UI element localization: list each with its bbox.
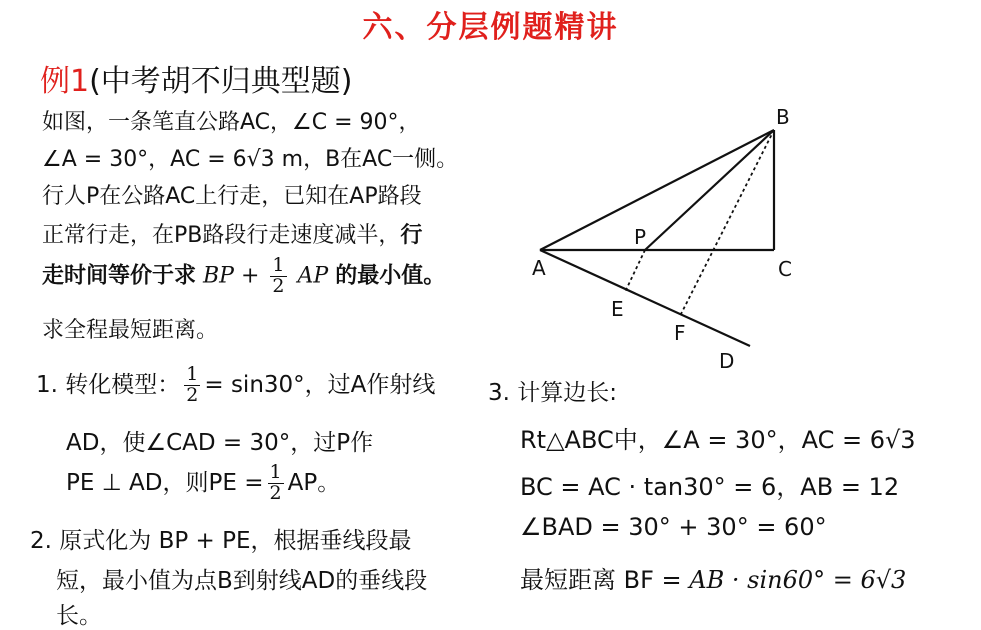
step3-line-4-expr: AB · sin60° = 6√3 <box>689 566 907 594</box>
label-f: F <box>674 321 686 345</box>
segment-ab <box>540 130 774 250</box>
fraction-numerator: 1 <box>186 363 199 385</box>
problem-line-4-bold: 行 <box>400 223 423 248</box>
example-label: 例1 <box>40 64 90 99</box>
step2-line-3: 长。 <box>56 603 102 629</box>
step1-line-3-rest: AP。 <box>287 469 341 496</box>
label-d: D <box>719 349 735 373</box>
ray-ad <box>540 250 750 346</box>
problem-line-5-bold-a: 走时间等价于求 <box>42 263 197 289</box>
problem-line-5-bold-b: 的最小值。 <box>335 263 446 289</box>
step3-line-2: BC = AC · tan30° = 6，AB = 12 <box>520 473 900 501</box>
label-e: E <box>611 297 624 321</box>
step1-line-2: AD，使∠CAD = 30°，过P作 <box>66 430 374 456</box>
problem-line-3: 行人P在公路AC上行走，已知在AP路段 <box>42 184 422 209</box>
fraction-numerator: 1 <box>269 461 282 483</box>
label-p: P <box>634 225 647 249</box>
step2-line-2: 短，最小值为点B到射线AD的垂线段 <box>56 568 428 594</box>
step1-line-1-rest: = sin30°，过A作射线 <box>204 371 436 398</box>
problem-line-6: 求全程最短距离。 <box>42 318 219 343</box>
step2-line-1: 2. 原式化为 BP + PE，根据垂线段最 <box>30 528 412 554</box>
step3-line-4-label: 最短距离 BF = <box>520 566 682 594</box>
example-source: (中考胡不归典型题) <box>89 64 353 99</box>
step1-line-3-text: PE ⊥ AD，则PE = <box>66 469 264 496</box>
problem-line-4-text: 正常行走，在PB路段行走速度减半， <box>42 223 401 248</box>
problem-expr-ap: AP <box>297 263 329 289</box>
segment-bf-dashed <box>680 130 774 316</box>
problem-line-2: ∠A = 30°，AC = 6√3 m，B在AC一侧。 <box>42 147 459 172</box>
segment-pb <box>645 130 774 250</box>
label-b: B <box>776 105 790 129</box>
segment-pe-dashed <box>625 250 645 292</box>
fraction-denominator: 2 <box>272 274 285 297</box>
fraction-denominator: 2 <box>186 383 199 406</box>
fraction-denominator: 2 <box>269 481 282 504</box>
step3-line-3: ∠BAD = 30° + 30° = 60° <box>520 513 827 541</box>
problem-line-1: 如图，一条笔直公路AC，∠C = 90°， <box>42 110 421 135</box>
step3-line-1: Rt△ABC中，∠A = 30°，AC = 6√3 <box>520 426 916 454</box>
fraction-numerator: 1 <box>272 254 285 276</box>
problem-expr-bp: BP + <box>203 263 260 289</box>
label-c: C <box>778 257 792 281</box>
step3-title: 3. 计算边长: <box>488 380 618 406</box>
step1-label: 1. 转化模型： <box>36 371 181 398</box>
label-a: A <box>532 256 546 280</box>
page-title: 六、分层例题精讲 <box>362 10 619 45</box>
